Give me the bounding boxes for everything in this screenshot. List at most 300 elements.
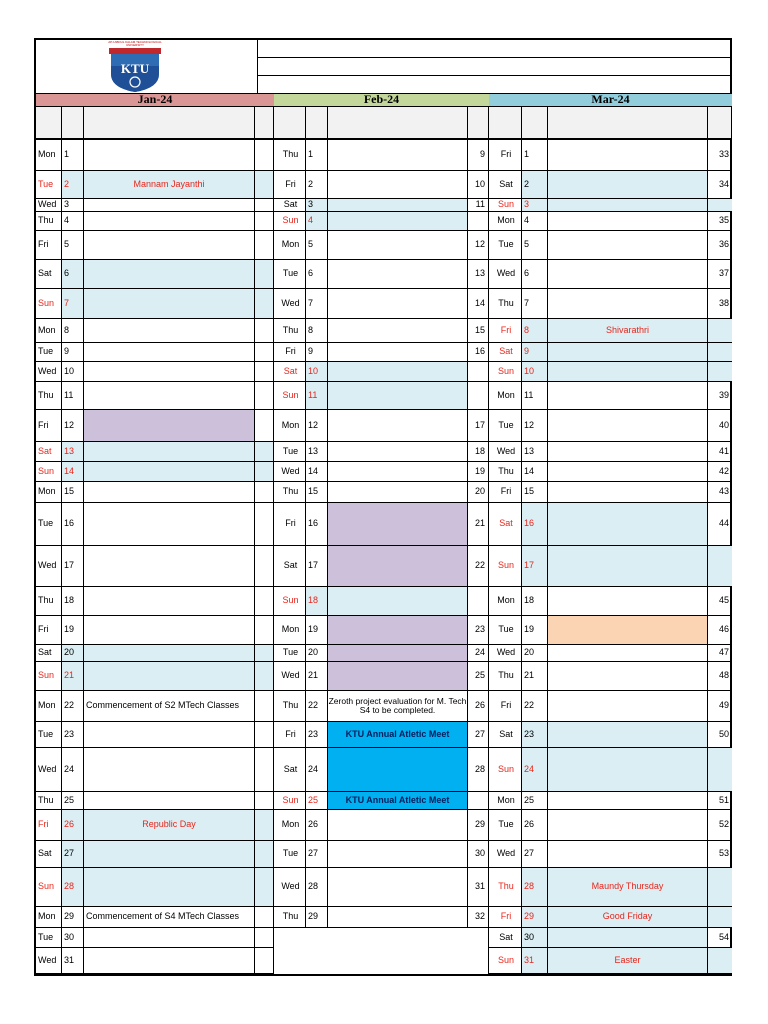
day-name: Fri <box>489 140 522 171</box>
date-number: 22 <box>522 691 548 722</box>
event-cell <box>328 482 468 503</box>
date-number: 16 <box>522 503 548 546</box>
week-number <box>255 362 274 382</box>
event-cell: Mannam Jayanthi <box>84 171 255 199</box>
date-number: 12 <box>522 410 548 442</box>
day-name: Tue <box>489 616 522 645</box>
week-number: 14 <box>468 289 489 319</box>
date-number: 14 <box>306 462 328 482</box>
event-cell: Good Friday <box>548 907 708 928</box>
date-number: 11 <box>62 382 84 410</box>
day-name: Sat <box>274 199 306 212</box>
event-cell <box>84 616 255 645</box>
event-cell <box>328 616 468 645</box>
event-cell <box>328 462 468 482</box>
event-cell <box>84 212 255 231</box>
logo-top-text: APJ ABDUL KALAM TECHNOLOGICAL UNIVERSITY <box>108 41 162 47</box>
date-number: 22 <box>62 691 84 722</box>
date-number: 29 <box>62 907 84 928</box>
event-cell <box>548 722 708 748</box>
week-number <box>468 212 489 231</box>
day-name: Sun <box>274 587 306 616</box>
day-name: Tue <box>489 410 522 442</box>
day-name: Thu <box>36 587 62 616</box>
week-number <box>255 382 274 410</box>
date-number: 26 <box>522 810 548 841</box>
event-cell <box>548 382 708 410</box>
date-number: 23 <box>306 722 328 748</box>
day-name: Fri <box>36 231 62 260</box>
week-number <box>708 319 732 343</box>
date-number: 20 <box>522 645 548 662</box>
week-number <box>255 260 274 289</box>
day-name: Sun <box>489 948 522 974</box>
week-number <box>708 362 732 382</box>
week-number: 36 <box>708 231 732 260</box>
week-number: 35 <box>708 212 732 231</box>
week-number <box>255 319 274 343</box>
week-number: 50 <box>708 722 732 748</box>
day-name: Thu <box>36 792 62 810</box>
shield-emblem-icon <box>106 48 164 92</box>
week-number: 15 <box>468 319 489 343</box>
day-name: Sun <box>36 868 62 907</box>
week-number <box>708 199 732 212</box>
date-number: 18 <box>62 587 84 616</box>
day-name: Thu <box>274 319 306 343</box>
date-number: 28 <box>62 868 84 907</box>
week-number: 11 <box>468 199 489 212</box>
event-cell <box>84 362 255 382</box>
logo-emblem-text: KTU <box>120 61 150 76</box>
day-name: Thu <box>274 907 306 928</box>
week-number: 24 <box>468 645 489 662</box>
week-number <box>255 231 274 260</box>
event-cell <box>328 841 468 868</box>
day-name: Fri <box>489 691 522 722</box>
week-number: 16 <box>468 343 489 362</box>
day-name: Sat <box>274 546 306 587</box>
event-cell <box>84 199 255 212</box>
day-name: Mon <box>36 907 62 928</box>
event-cell <box>328 199 468 212</box>
event-cell <box>328 587 468 616</box>
day-name: Mon <box>36 691 62 722</box>
week-number: 48 <box>708 662 732 691</box>
column-header-cell <box>62 107 84 140</box>
day-name: Mon <box>36 140 62 171</box>
event-cell <box>548 748 708 792</box>
day-name: Sun <box>36 462 62 482</box>
event-cell: Republic Day <box>84 810 255 841</box>
event-cell <box>84 319 255 343</box>
week-number <box>255 442 274 462</box>
event-cell <box>84 503 255 546</box>
date-number: 16 <box>62 503 84 546</box>
week-number <box>708 343 732 362</box>
day-name: Wed <box>489 260 522 289</box>
week-number: 13 <box>468 260 489 289</box>
day-name: Fri <box>274 503 306 546</box>
event-cell <box>328 442 468 462</box>
day-name: Sun <box>274 382 306 410</box>
week-number: 12 <box>468 231 489 260</box>
day-name: Sat <box>489 722 522 748</box>
week-number: 37 <box>708 260 732 289</box>
day-name: Sat <box>274 362 306 382</box>
event-cell <box>84 140 255 171</box>
week-number <box>255 140 274 171</box>
event-cell <box>328 907 468 928</box>
date-number: 17 <box>62 546 84 587</box>
date-number: 6 <box>306 260 328 289</box>
week-number <box>255 503 274 546</box>
day-name: Wed <box>36 948 62 974</box>
header-line-1 <box>258 40 732 58</box>
week-number <box>255 662 274 691</box>
date-number: 5 <box>306 231 328 260</box>
date-number: 1 <box>62 140 84 171</box>
date-number: 3 <box>306 199 328 212</box>
day-name: Tue <box>36 171 62 199</box>
column-header-cell <box>36 107 62 140</box>
column-header-cell <box>306 107 328 140</box>
week-number: 34 <box>708 171 732 199</box>
week-number <box>255 722 274 748</box>
event-cell <box>548 199 708 212</box>
event-cell <box>548 362 708 382</box>
event-cell <box>84 841 255 868</box>
date-number: 9 <box>522 343 548 362</box>
date-number: 4 <box>62 212 84 231</box>
week-number: 29 <box>468 810 489 841</box>
event-cell <box>548 482 708 503</box>
date-number: 21 <box>522 662 548 691</box>
date-number: 20 <box>306 645 328 662</box>
date-number: 24 <box>522 748 548 792</box>
event-cell <box>328 171 468 199</box>
month-header-1: Jan-24 <box>36 93 274 107</box>
event-cell <box>548 343 708 362</box>
day-name: Thu <box>36 212 62 231</box>
week-number <box>468 382 489 410</box>
event-cell <box>328 662 468 691</box>
event-cell <box>328 289 468 319</box>
date-number: 18 <box>306 587 328 616</box>
date-number: 24 <box>62 748 84 792</box>
date-number: 25 <box>62 792 84 810</box>
date-number: 1 <box>306 140 328 171</box>
day-name: Thu <box>274 691 306 722</box>
day-name: Sun <box>489 362 522 382</box>
event-cell <box>548 546 708 587</box>
week-number <box>255 546 274 587</box>
week-number: 31 <box>468 868 489 907</box>
date-number: 13 <box>62 442 84 462</box>
event-cell <box>548 810 708 841</box>
date-number: 2 <box>62 171 84 199</box>
week-number: 47 <box>708 645 732 662</box>
month-separator <box>488 107 489 974</box>
event-cell <box>548 587 708 616</box>
column-header-cell <box>468 107 489 140</box>
date-number: 19 <box>522 616 548 645</box>
event-cell: Zeroth project evaluation for M. Tech S4 to be completed. <box>328 691 468 722</box>
day-name: Wed <box>36 546 62 587</box>
week-number <box>255 645 274 662</box>
date-number: 5 <box>62 231 84 260</box>
event-cell <box>84 587 255 616</box>
date-number: 19 <box>306 616 328 645</box>
week-number <box>255 792 274 810</box>
week-number <box>255 868 274 907</box>
event-cell <box>84 289 255 319</box>
date-number: 5 <box>522 231 548 260</box>
week-number: 53 <box>708 841 732 868</box>
week-number <box>255 482 274 503</box>
month-separator <box>273 107 274 974</box>
event-cell <box>84 382 255 410</box>
event-cell <box>548 260 708 289</box>
week-number <box>708 907 732 928</box>
day-name: Mon <box>489 792 522 810</box>
event-cell <box>548 289 708 319</box>
column-header-cell <box>255 107 274 140</box>
event-cell <box>328 343 468 362</box>
week-number <box>255 691 274 722</box>
day-name: Fri <box>489 319 522 343</box>
day-name: Mon <box>36 482 62 503</box>
week-number: 38 <box>708 289 732 319</box>
date-number: 7 <box>62 289 84 319</box>
day-name: Sat <box>274 748 306 792</box>
week-number <box>255 289 274 319</box>
week-number <box>708 868 732 907</box>
week-number <box>708 948 732 974</box>
week-number: 30 <box>468 841 489 868</box>
week-number: 39 <box>708 382 732 410</box>
event-cell <box>548 462 708 482</box>
event-cell <box>548 503 708 546</box>
date-number: 8 <box>306 319 328 343</box>
date-number: 12 <box>306 410 328 442</box>
week-number: 26 <box>468 691 489 722</box>
column-header-cell <box>522 107 548 140</box>
event-cell: Shivarathri <box>548 319 708 343</box>
day-name: Sat <box>489 171 522 199</box>
week-number: 32 <box>468 907 489 928</box>
event-cell <box>328 546 468 587</box>
event-cell <box>328 868 468 907</box>
week-number <box>255 343 274 362</box>
week-number <box>255 199 274 212</box>
date-number: 24 <box>306 748 328 792</box>
event-cell <box>84 442 255 462</box>
header-line-2 <box>258 58 732 76</box>
week-number <box>255 212 274 231</box>
day-name: Sun <box>274 212 306 231</box>
week-number <box>708 546 732 587</box>
event-cell <box>84 722 255 748</box>
event-cell <box>84 645 255 662</box>
date-number: 4 <box>306 212 328 231</box>
day-name: Thu <box>489 662 522 691</box>
day-name: Thu <box>274 140 306 171</box>
date-number: 15 <box>62 482 84 503</box>
day-name: Tue <box>489 810 522 841</box>
week-number: 22 <box>468 546 489 587</box>
date-number: 15 <box>522 482 548 503</box>
header-line-3 <box>258 76 732 94</box>
day-name: Wed <box>274 868 306 907</box>
day-name: Thu <box>274 482 306 503</box>
date-number: 17 <box>522 546 548 587</box>
event-cell <box>328 503 468 546</box>
event-cell <box>84 546 255 587</box>
date-number: 30 <box>62 928 84 948</box>
week-number <box>468 362 489 382</box>
day-name: Sat <box>36 841 62 868</box>
day-name: Tue <box>36 722 62 748</box>
date-number: 29 <box>306 907 328 928</box>
day-name: Sun <box>36 662 62 691</box>
week-number <box>255 410 274 442</box>
day-name: Sun <box>274 792 306 810</box>
week-number: 23 <box>468 616 489 645</box>
event-cell <box>328 212 468 231</box>
date-number: 8 <box>62 319 84 343</box>
date-number: 12 <box>62 410 84 442</box>
day-name: Mon <box>274 810 306 841</box>
date-number: 28 <box>306 868 328 907</box>
event-cell: KTU Annual Atletic Meet <box>328 792 468 810</box>
week-number: 52 <box>708 810 732 841</box>
day-name: Thu <box>36 382 62 410</box>
week-number: 25 <box>468 662 489 691</box>
date-number: 20 <box>62 645 84 662</box>
day-name: Sun <box>489 546 522 587</box>
date-number: 11 <box>306 382 328 410</box>
event-cell <box>84 482 255 503</box>
date-number: 21 <box>306 662 328 691</box>
day-name: Tue <box>36 343 62 362</box>
event-cell: Commencement of S4 MTech Classes <box>84 907 255 928</box>
day-name: Sat <box>36 260 62 289</box>
day-name: Mon <box>274 616 306 645</box>
date-number: 10 <box>306 362 328 382</box>
week-number: 40 <box>708 410 732 442</box>
day-name: Mon <box>274 410 306 442</box>
day-name: Fri <box>274 722 306 748</box>
event-cell <box>328 748 468 792</box>
week-number: 51 <box>708 792 732 810</box>
date-number: 16 <box>306 503 328 546</box>
event-cell <box>84 948 255 974</box>
event-cell <box>84 343 255 362</box>
week-number: 43 <box>708 482 732 503</box>
day-name: Wed <box>36 362 62 382</box>
date-number: 15 <box>306 482 328 503</box>
event-cell <box>84 792 255 810</box>
event-cell <box>328 382 468 410</box>
event-cell <box>84 231 255 260</box>
day-name: Thu <box>489 289 522 319</box>
day-name: Tue <box>36 503 62 546</box>
day-name: Thu <box>489 868 522 907</box>
date-number: 19 <box>62 616 84 645</box>
day-name: Sat <box>489 503 522 546</box>
date-number: 14 <box>62 462 84 482</box>
date-number: 14 <box>522 462 548 482</box>
event-cell <box>328 319 468 343</box>
week-number: 21 <box>468 503 489 546</box>
week-number <box>255 587 274 616</box>
week-number: 20 <box>468 482 489 503</box>
week-number: 28 <box>468 748 489 792</box>
event-cell <box>548 231 708 260</box>
day-name: Wed <box>274 662 306 691</box>
day-name: Fri <box>36 810 62 841</box>
date-number: 25 <box>522 792 548 810</box>
week-number: 45 <box>708 587 732 616</box>
day-name: Wed <box>36 748 62 792</box>
ktu-logo <box>106 41 164 91</box>
column-header-cell <box>708 107 732 140</box>
date-number: 30 <box>522 928 548 948</box>
event-cell <box>328 260 468 289</box>
week-number <box>708 748 732 792</box>
week-number <box>468 792 489 810</box>
week-number: 54 <box>708 928 732 948</box>
day-name: Wed <box>36 199 62 212</box>
date-number: 27 <box>306 841 328 868</box>
day-name: Fri <box>274 343 306 362</box>
week-number: 42 <box>708 462 732 482</box>
date-number: 27 <box>62 841 84 868</box>
day-name: Sun <box>36 289 62 319</box>
week-number: 27 <box>468 722 489 748</box>
event-cell <box>84 748 255 792</box>
event-cell <box>84 462 255 482</box>
day-name: Sun <box>489 199 522 212</box>
date-number: 6 <box>62 260 84 289</box>
event-cell <box>84 662 255 691</box>
day-name: Wed <box>489 645 522 662</box>
week-number: 9 <box>468 140 489 171</box>
day-name: Wed <box>489 442 522 462</box>
week-number <box>255 907 274 928</box>
day-name: Tue <box>274 260 306 289</box>
day-name: Tue <box>489 231 522 260</box>
date-number: 7 <box>522 289 548 319</box>
week-number <box>255 462 274 482</box>
day-name: Thu <box>489 462 522 482</box>
column-header-cell <box>548 107 708 140</box>
date-number: 10 <box>62 362 84 382</box>
week-number: 17 <box>468 410 489 442</box>
day-name: Fri <box>489 907 522 928</box>
date-number: 23 <box>522 722 548 748</box>
event-cell <box>548 662 708 691</box>
date-number: 4 <box>522 212 548 231</box>
column-header-cell <box>489 107 522 140</box>
day-name: Sat <box>489 343 522 362</box>
date-number: 18 <box>522 587 548 616</box>
week-number: 10 <box>468 171 489 199</box>
event-cell <box>548 171 708 199</box>
event-cell <box>84 928 255 948</box>
event-cell <box>548 841 708 868</box>
